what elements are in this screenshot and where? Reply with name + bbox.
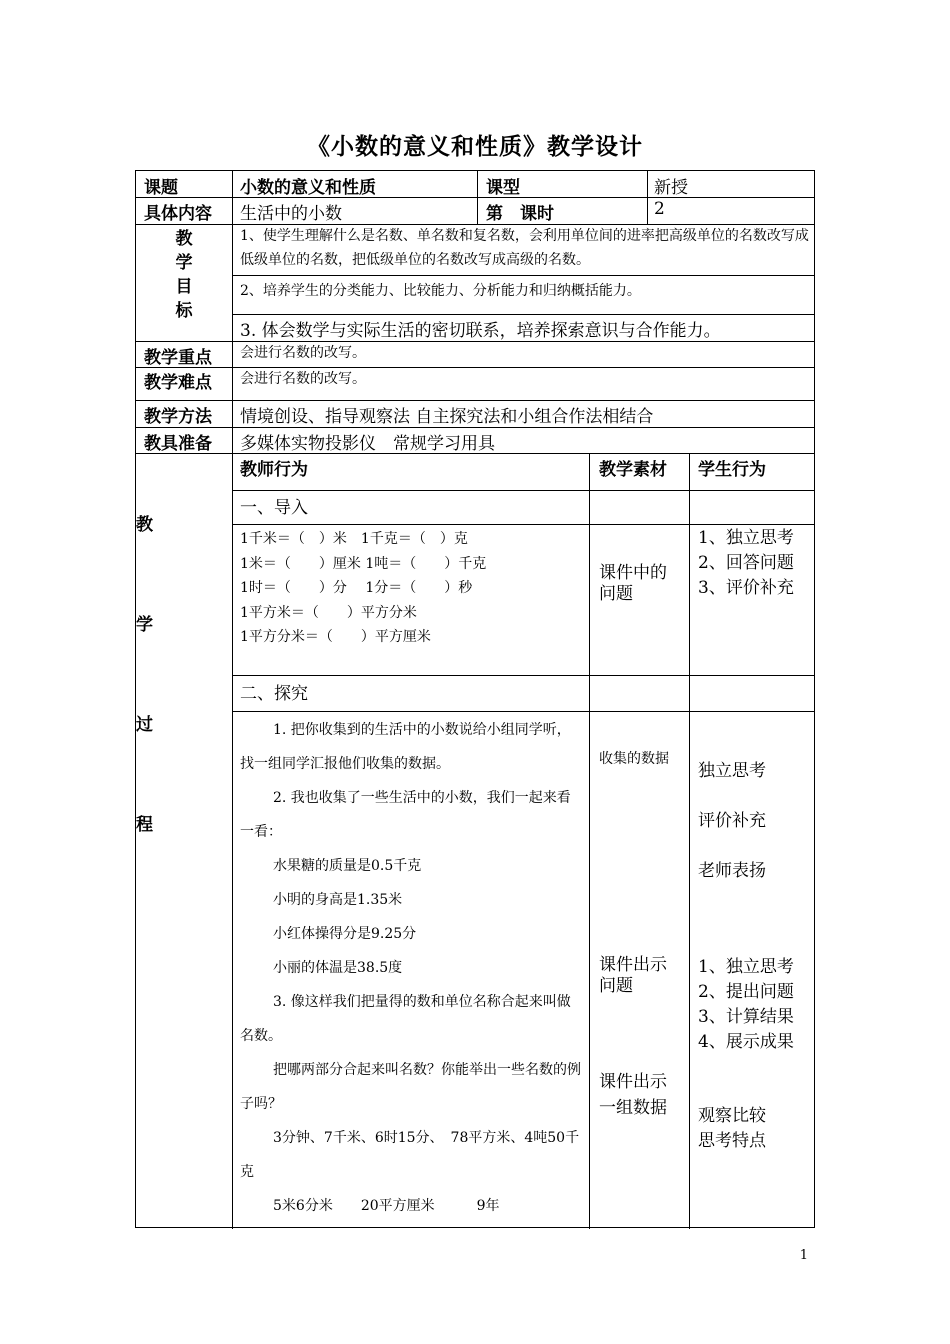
difficulty-label: 教学难点: [144, 373, 212, 393]
topic-label: 课题: [144, 178, 178, 198]
process-label-3: 过: [136, 715, 153, 735]
page-number: 1: [799, 1248, 808, 1263]
method-label: 教学方法: [144, 407, 212, 427]
material-courseware-question: 课件出示问题: [599, 955, 667, 996]
student-observe: 观察比较 思考特点: [698, 1106, 766, 1151]
material-column-header: 教学素材: [599, 460, 667, 480]
section-explore-title: 二、探究: [240, 684, 308, 704]
key-point-label: 教学重点: [144, 348, 212, 368]
student-evaluate: 评价补充: [698, 811, 766, 831]
page-title: 《小数的意义和性质》教学设计: [307, 134, 643, 160]
lesson-plan-table: [135, 170, 815, 1228]
lesson-number-label: 第 课时: [486, 204, 554, 224]
process-label-4: 程: [136, 815, 153, 835]
topic-value: 小数的意义和性质: [240, 178, 376, 198]
tools-label: 教具准备: [144, 434, 212, 454]
goal-item-3: 3. 体会数学与实际生活的密切联系，培养探索意识与合作能力。: [240, 321, 721, 341]
explore-content: 1. 把你收集到的生活中的小数说给小组同学听，找一组同学汇报他们收集的数据。 2. 我也收集了一些生活中的小数，我们一起来看一看： 水果糖的质量是0.5千克 小明的身高是1.35米 小红体操得分是9.25分 小丽的体温是38.5度 3. 像这样我们把量得的数和单位名称合起来叫做名数。 把哪两部分合起来叫名数？你能举出一些名数的例子吗？ 3分钟、7千米、6时15分、 78平方米、4吨50千克 5米6分米 20平方厘米 9年: [240, 722, 581, 1214]
key-point-value: 会进行名数的改写。: [240, 345, 366, 361]
material-courseware-data: 课件出示一组数据: [599, 1072, 667, 1118]
content-label: 具体内容: [144, 204, 212, 224]
tools-value: 多媒体实物投影仪 常规学习用具: [240, 434, 495, 454]
intro-student-actions: 1、独立思考 2、回答问题 3、评价补充: [698, 528, 794, 598]
student-column-header: 学生行为: [698, 460, 766, 480]
lesson-type-value: 新授: [654, 178, 688, 198]
student-steps: 1、独立思考 2、提出问题 3、计算结果 4、展示成果: [698, 957, 794, 1052]
intro-material: 课件中的问题: [599, 563, 667, 604]
method-value: 情境创设、指导观察法 自主探究法和小组合作法相结合: [240, 407, 654, 427]
goal-item-2: 2、培养学生的分类能力、比较能力、分析能力和归纳概括能力。: [240, 283, 641, 299]
difficulty-value: 会进行名数的改写。: [240, 371, 366, 387]
goals-label: 教 学 目 标: [175, 229, 193, 321]
lesson-number-value: 2: [654, 199, 665, 219]
content-value: 生活中的小数: [240, 204, 342, 224]
student-praise: 老师表扬: [698, 861, 766, 881]
section-intro-title: 一、导入: [240, 498, 308, 518]
goal-item-1: 1、使学生理解什么是名数、单名数和复名数，会利用单位间的进率把高级单位的名数改写成低级单位的名数，把低级单位的名数改写成高级的名数。: [240, 228, 809, 268]
lesson-type-label: 课型: [486, 178, 520, 198]
teacher-column-header: 教师行为: [240, 460, 308, 480]
process-label-2: 学: [136, 615, 153, 635]
process-label-1: 教: [136, 515, 153, 535]
student-independent-thinking: 独立思考: [698, 761, 766, 781]
material-collected-data: 收集的数据: [599, 751, 669, 767]
intro-exercises: 1千米＝（ ）米 1千克＝（ ）克 1米＝（ ）厘米 1吨＝（ ）千克 1时＝（ ）分 1分＝（ ）秒 1平方米＝（ ）平方分米 1平方分米＝（ ）平方厘米: [240, 531, 487, 645]
